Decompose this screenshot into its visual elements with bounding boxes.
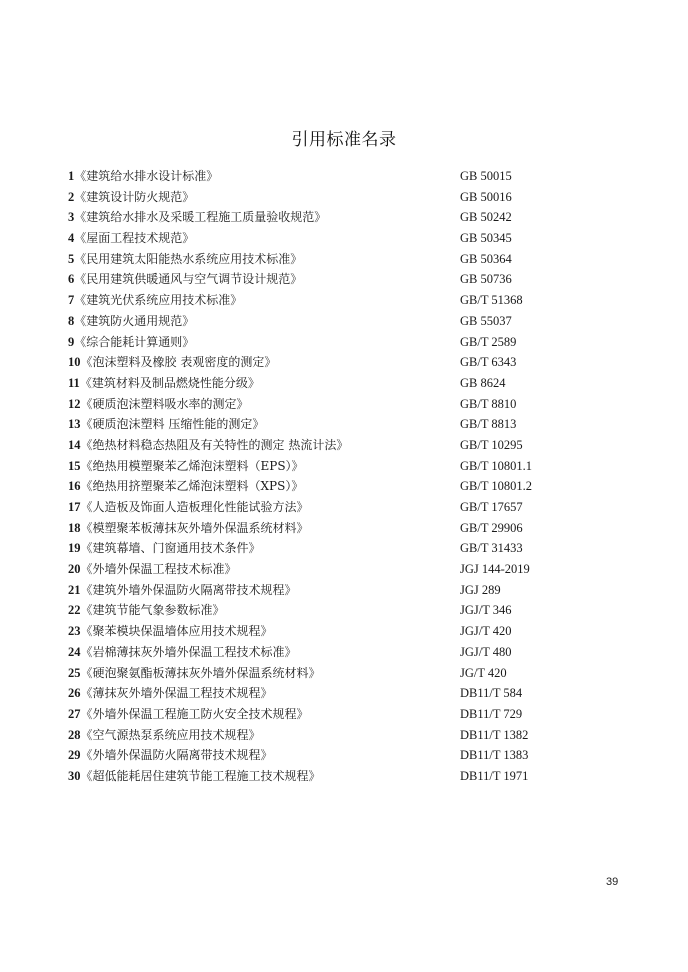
standard-name: 《人造板及饰面人造板理化性能试验方法》 bbox=[80, 500, 309, 514]
standard-number: 8 bbox=[68, 313, 75, 328]
standard-number: 10 bbox=[68, 355, 81, 370]
list-item bbox=[68, 476, 628, 497]
standard-number: 6 bbox=[68, 272, 75, 287]
list-item bbox=[68, 725, 628, 746]
list-item bbox=[68, 269, 628, 290]
list-item bbox=[68, 600, 628, 621]
page-title: 引用标准名录 bbox=[291, 130, 397, 150]
list-item bbox=[68, 766, 628, 787]
standard-name: 《绝热用挤塑聚苯乙烯泡沫塑料（XPS）》 bbox=[80, 479, 304, 494]
standard-number: 12 bbox=[68, 396, 81, 411]
standard-number: 23 bbox=[68, 624, 81, 639]
standard-code: GB 50345 bbox=[460, 231, 512, 246]
standard-number: 22 bbox=[68, 603, 81, 618]
standard-name: 《建筑外墙外保温防火隔离带技术规程》 bbox=[80, 582, 297, 597]
list-item bbox=[68, 435, 628, 456]
standard-name: 《薄抹灰外墙外保温工程技术规程》 bbox=[80, 686, 273, 701]
standard-name: 《民用建筑供暖通风与空气调节设计规范》 bbox=[74, 272, 303, 287]
list-item bbox=[68, 456, 628, 477]
list-item bbox=[68, 332, 628, 353]
standard-number: 16 bbox=[68, 479, 81, 494]
standard-name: 《泡沫塑料及橡胶 表观密度的测定》 bbox=[80, 355, 277, 370]
list-item bbox=[68, 373, 628, 394]
list-item bbox=[68, 621, 628, 642]
standard-code: GB/T 10801.1 bbox=[460, 458, 532, 473]
standard-number: 5 bbox=[68, 251, 75, 266]
standard-code: JGJ/T 420 bbox=[460, 624, 512, 639]
standard-name: 《岩棉薄抹灰外墙外保温工程技术标准》 bbox=[80, 644, 297, 659]
standard-name: 《硬泡聚氨酯板薄抹灰外墙外保温系统材料》 bbox=[80, 665, 321, 680]
standard-code: GB 50015 bbox=[460, 169, 512, 183]
standard-number: 24 bbox=[68, 644, 81, 659]
standard-name: 《硬质泡沫塑料 压缩性能的测定》 bbox=[80, 417, 265, 432]
standard-code: GB/T 8810 bbox=[460, 396, 517, 411]
standard-number: 15 bbox=[68, 458, 81, 473]
standard-number: 21 bbox=[68, 582, 81, 597]
list-item bbox=[68, 538, 628, 559]
standard-code: GB 50364 bbox=[460, 251, 512, 266]
standard-name: 《空气源热泵系统应用技术规程》 bbox=[80, 727, 261, 742]
standard-name: 《建筑光伏系统应用技术标准》 bbox=[74, 293, 243, 308]
standard-code: GB/T 6343 bbox=[460, 355, 517, 370]
standard-code: GB/T 10295 bbox=[460, 437, 523, 452]
standard-number: 9 bbox=[68, 334, 75, 349]
list-item bbox=[68, 394, 628, 415]
standard-code: GB/T 10801.2 bbox=[460, 479, 532, 494]
standard-name: 《建筑设计防火规范》 bbox=[74, 189, 195, 204]
standard-name: 《外墙外保温防火隔离带技术规程》 bbox=[80, 748, 273, 763]
list-item bbox=[68, 187, 628, 208]
standard-code: DB11/T 1971 bbox=[460, 768, 529, 783]
list-item bbox=[68, 497, 628, 518]
list-item bbox=[68, 704, 628, 725]
standard-name: 《建筑防火通用规范》 bbox=[74, 313, 195, 328]
list-item bbox=[68, 642, 628, 663]
list-item bbox=[68, 207, 628, 228]
standard-number: 29 bbox=[68, 748, 81, 763]
standard-code: GB 50016 bbox=[460, 189, 512, 204]
list-item bbox=[68, 414, 628, 435]
standard-code: GB/T 8813 bbox=[460, 417, 517, 432]
list-item bbox=[68, 518, 628, 539]
standard-name: 《建筑给水排水设计标准》 bbox=[74, 169, 219, 183]
standard-code: GB 50242 bbox=[460, 210, 512, 225]
list-item bbox=[68, 663, 628, 684]
standard-name: 《模塑聚苯板薄抹灰外墙外保温系统材料》 bbox=[80, 520, 309, 535]
standard-code: GB/T 31433 bbox=[460, 541, 523, 556]
standard-code: DB11/T 584 bbox=[460, 686, 523, 701]
standard-code: JGJ/T 346 bbox=[460, 603, 512, 618]
standard-code: JGJ 144-2019 bbox=[460, 562, 530, 577]
standard-code: GB/T 29906 bbox=[460, 520, 523, 535]
standard-name: 《聚苯模块保温墙体应用技术规程》 bbox=[80, 624, 273, 639]
list-item bbox=[68, 228, 628, 249]
list-item bbox=[68, 352, 628, 373]
standard-name: 《民用建筑太阳能热水系统应用技术标准》 bbox=[74, 251, 303, 266]
standard-name: 《绝热用模塑聚苯乙烯泡沫塑料（EPS）》 bbox=[80, 458, 304, 473]
standard-number: 26 bbox=[68, 686, 81, 701]
standard-number: 25 bbox=[68, 665, 81, 680]
standard-number: 18 bbox=[68, 520, 81, 535]
list-item bbox=[68, 745, 628, 766]
standard-number: 19 bbox=[68, 541, 81, 556]
standard-name: 《屋面工程技术规范》 bbox=[74, 231, 195, 246]
list-item bbox=[68, 249, 628, 270]
standard-code: JGJ/T 480 bbox=[460, 644, 512, 659]
standard-name: 《硬质泡沫塑料吸水率的测定》 bbox=[80, 396, 249, 411]
standard-number: 13 bbox=[68, 417, 81, 432]
standard-number: 17 bbox=[68, 500, 81, 514]
standard-name: 《建筑给水排水及采暖工程施工质量验收规范》 bbox=[74, 210, 327, 225]
standard-name: 《建筑幕墙、门窗通用技术条件》 bbox=[80, 541, 261, 556]
standard-number: 14 bbox=[68, 437, 81, 452]
standard-code: GB/T 17657 bbox=[460, 500, 523, 514]
standard-number: 27 bbox=[68, 706, 81, 721]
list-item bbox=[68, 580, 628, 601]
standard-name: 《超低能耗居住建筑节能工程施工技术规程》 bbox=[80, 768, 321, 783]
list-item bbox=[68, 311, 628, 332]
standard-name: 《建筑材料及制品燃烧性能分级》 bbox=[79, 375, 260, 390]
standard-number: 11 bbox=[68, 375, 80, 390]
standard-number: 30 bbox=[68, 768, 81, 783]
page-number: 39 bbox=[606, 876, 619, 888]
standard-number: 7 bbox=[68, 293, 75, 308]
standard-number: 20 bbox=[68, 562, 81, 577]
standard-number: 3 bbox=[68, 210, 75, 225]
standard-code: GB/T 2589 bbox=[460, 334, 517, 349]
standard-name: 《外墙外保温工程技术标准》 bbox=[80, 562, 237, 577]
standards-list bbox=[68, 166, 628, 787]
standard-number: 4 bbox=[68, 231, 75, 246]
standard-number: 1 bbox=[68, 169, 75, 183]
standard-name: 《综合能耗计算通则》 bbox=[74, 334, 195, 349]
standard-code: DB11/T 1383 bbox=[460, 748, 529, 763]
standard-code: DB11/T 729 bbox=[460, 706, 523, 721]
standard-code: GB 8624 bbox=[460, 375, 506, 390]
standard-code: GB 55037 bbox=[460, 313, 512, 328]
standard-number: 28 bbox=[68, 727, 81, 742]
list-item bbox=[68, 683, 628, 704]
list-item bbox=[68, 559, 628, 580]
standard-code: DB11/T 1382 bbox=[460, 727, 529, 742]
standard-code: GB 50736 bbox=[460, 272, 512, 287]
list-item bbox=[68, 290, 628, 311]
standard-name: 《外墙外保温工程施工防火安全技术规程》 bbox=[80, 706, 309, 721]
standard-code: GB/T 51368 bbox=[460, 293, 523, 308]
standard-number: 2 bbox=[68, 189, 75, 204]
standard-name: 《建筑节能气象参数标准》 bbox=[80, 603, 225, 618]
standard-code: JG/T 420 bbox=[460, 665, 507, 680]
standard-name: 《绝热材料稳态热阻及有关特性的测定 热流计法》 bbox=[80, 437, 349, 452]
list-item bbox=[68, 166, 628, 187]
standard-code: JGJ 289 bbox=[460, 582, 501, 597]
